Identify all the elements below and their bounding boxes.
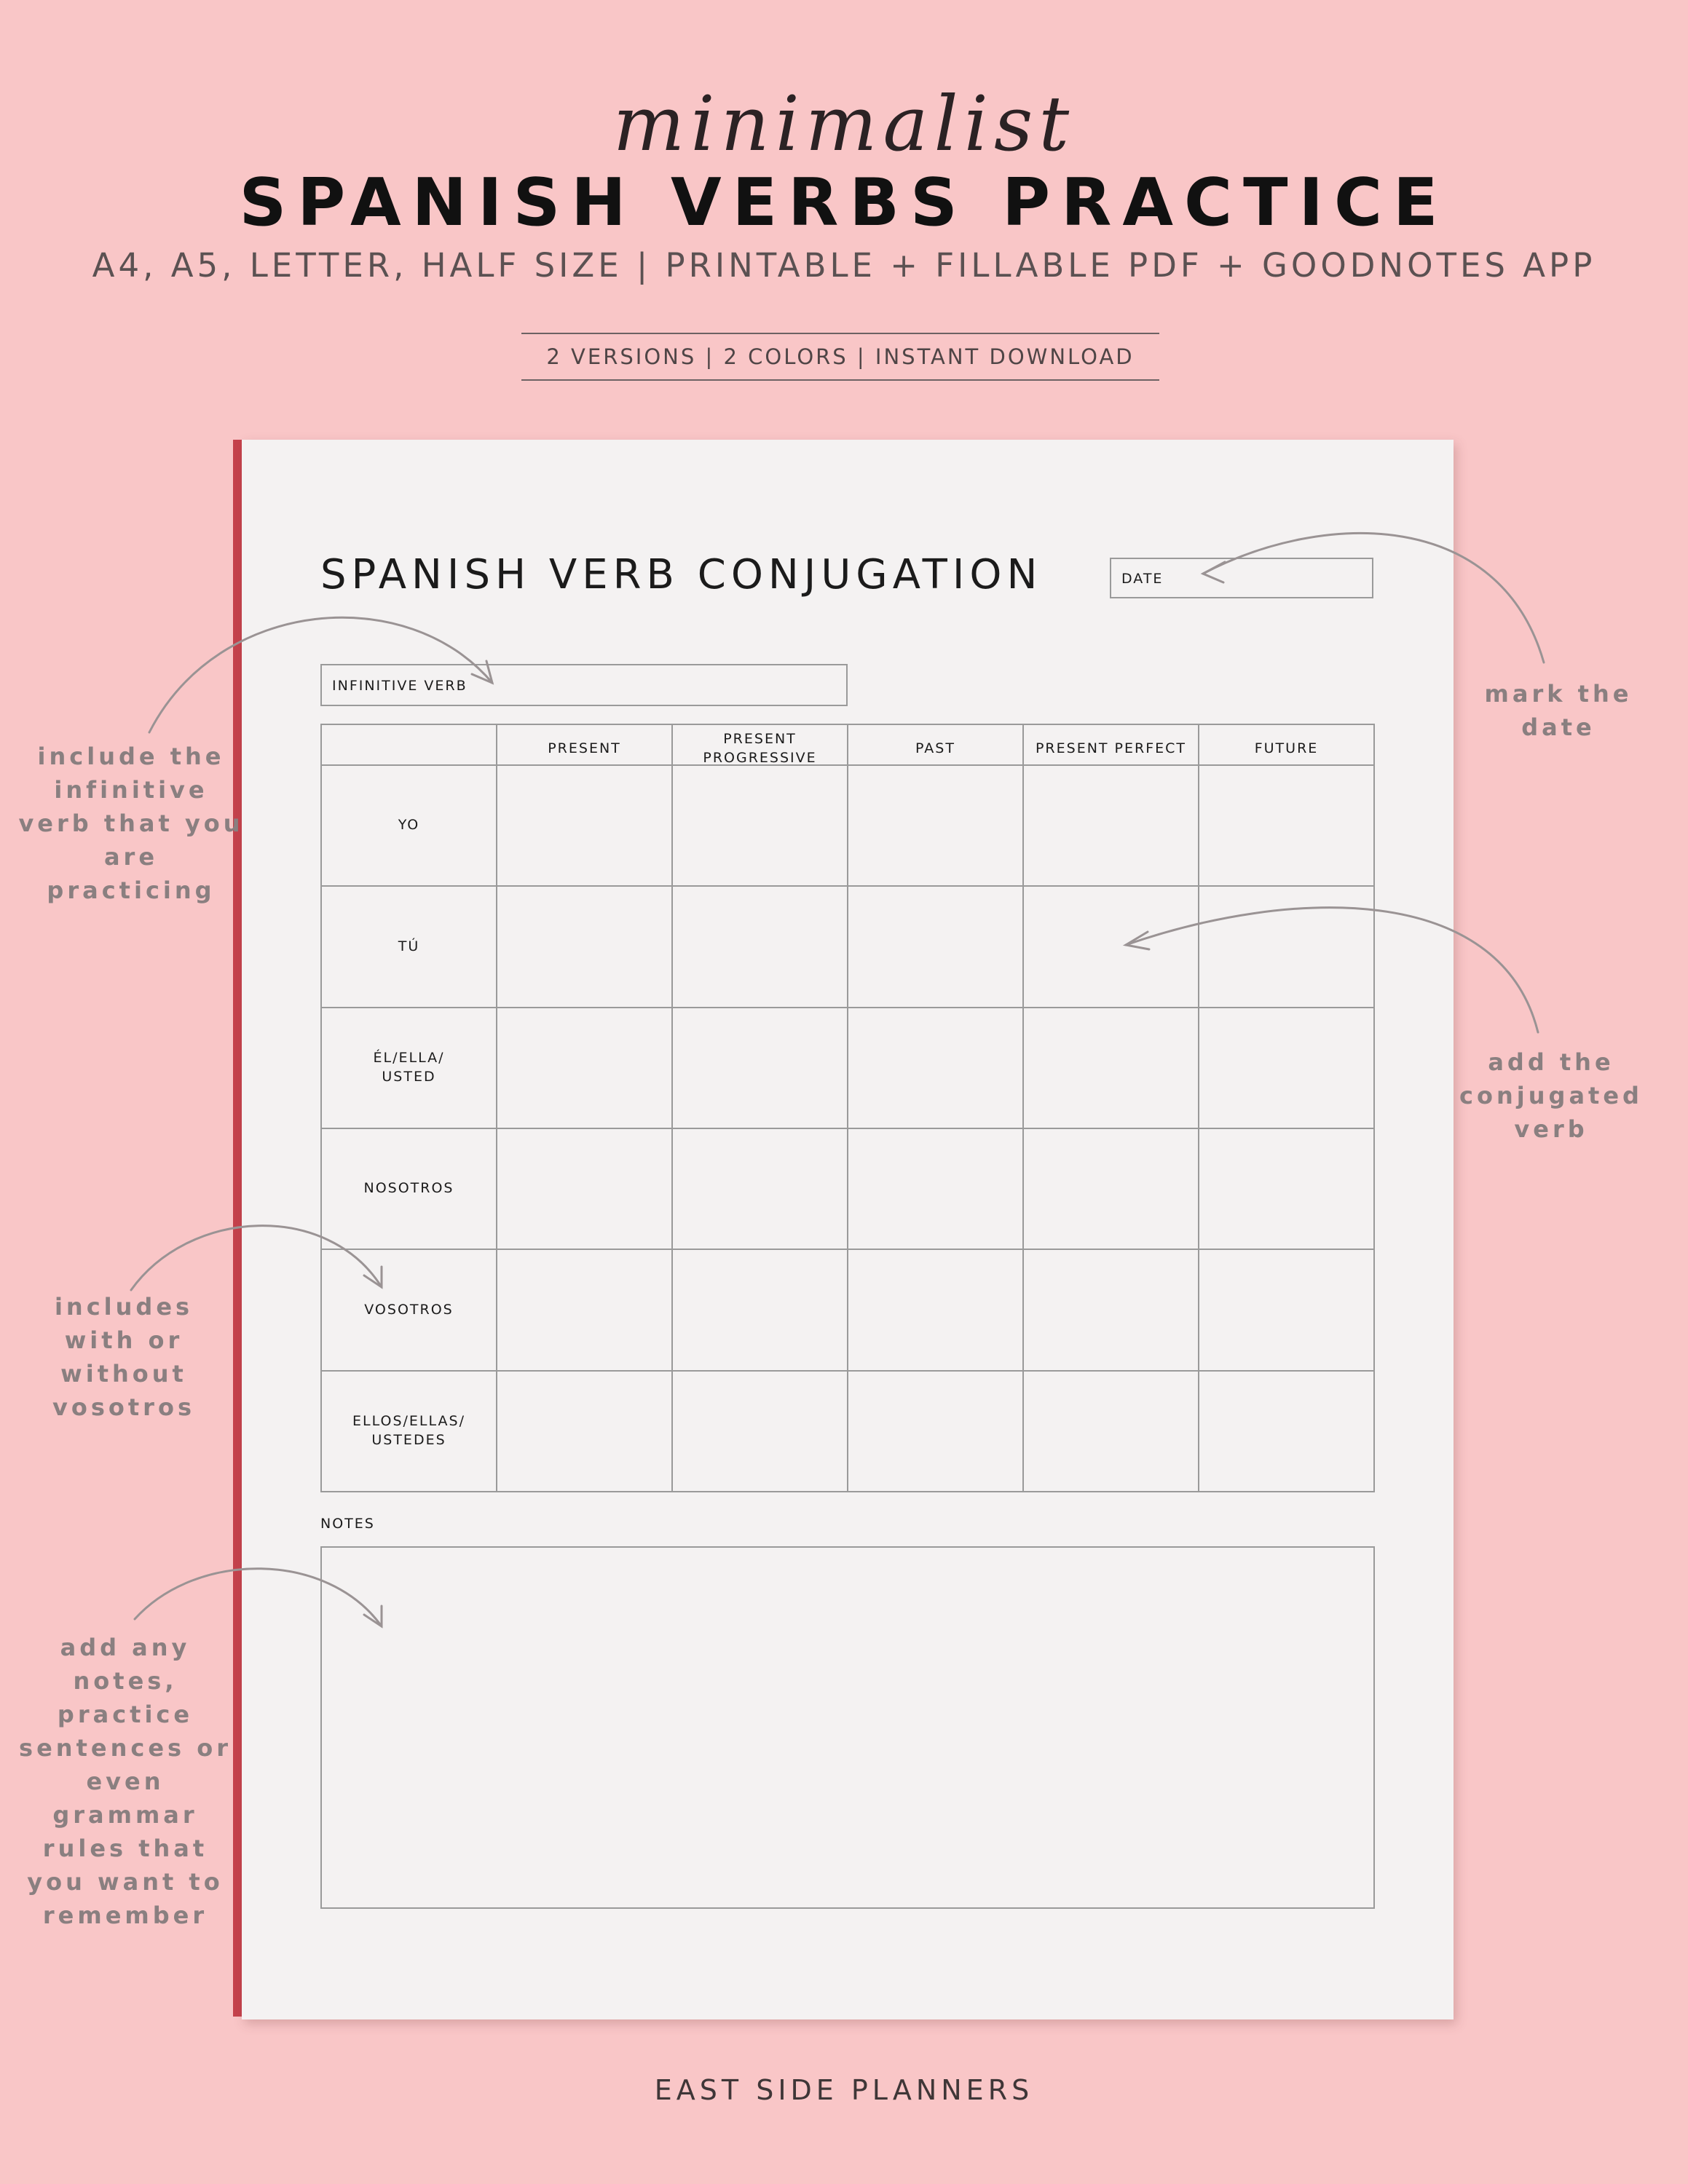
row-label-vosotros: VOSOTROS <box>322 1250 497 1371</box>
row-label-tu: TÚ <box>322 887 497 1008</box>
script-subtitle: minimalist <box>612 79 1076 168</box>
row-label-nosotros: NOSOTROS <box>322 1129 497 1250</box>
column-header-future: FUTURE <box>1199 725 1375 766</box>
versions-banner: 2 VERSIONS | 2 COLORS | INSTANT DOWNLOAD <box>521 333 1159 381</box>
arrow-notes-icon <box>135 1569 382 1626</box>
notes-label: NOTES <box>320 1516 375 1532</box>
formats-line: A4, A5, LETTER, HALF SIZE | PRINTABLE + FILLABLE PDF + GOODNOTES APP <box>92 246 1596 285</box>
column-header-present-perfect: PRESENT PERFECT <box>1024 725 1199 766</box>
arrow-date-icon <box>1203 533 1544 662</box>
brand-footer: EAST SIDE PLANNERS <box>654 2074 1034 2106</box>
annotation-vosotros: includes with or without vosotros <box>52 1293 195 1421</box>
row-label-ellos-ellas-ustedes: ELLOS/ELLAS/ USTEDES <box>322 1372 497 1492</box>
column-header-present: PRESENT <box>497 725 673 766</box>
row-label-yo: YO <box>322 766 497 887</box>
arrow-infinitive-icon <box>149 617 492 732</box>
column-header-past: PAST <box>848 725 1024 766</box>
sheet-title: SPANISH VERB CONJUGATION <box>320 551 1043 598</box>
annotation-conjugated: add the conjugated verb <box>1459 1048 1643 1143</box>
arrow-vosotros-icon <box>131 1226 382 1290</box>
row-label-el-ella-usted: ÉL/ELLA/ USTED <box>322 1008 497 1129</box>
date-label: DATE <box>1121 571 1164 587</box>
column-header-present-progressive: PRESENT PROGRESSIVE <box>673 725 848 766</box>
main-title: SPANISH VERBS PRACTICE <box>239 165 1449 241</box>
arrow-conjugated-icon <box>1126 908 1538 1032</box>
annotation-date: mark the date <box>1484 680 1633 741</box>
annotation-infinitive: include the infinitive verb that you are practicing <box>18 743 244 904</box>
arrowhead-vosotros-icon <box>364 1267 382 1287</box>
infinitive-verb-label: INFINITIVE VERB <box>332 678 468 694</box>
annotation-notes: add any notes, practice sentences or even grammar rules that you want to remember <box>19 1634 232 1929</box>
